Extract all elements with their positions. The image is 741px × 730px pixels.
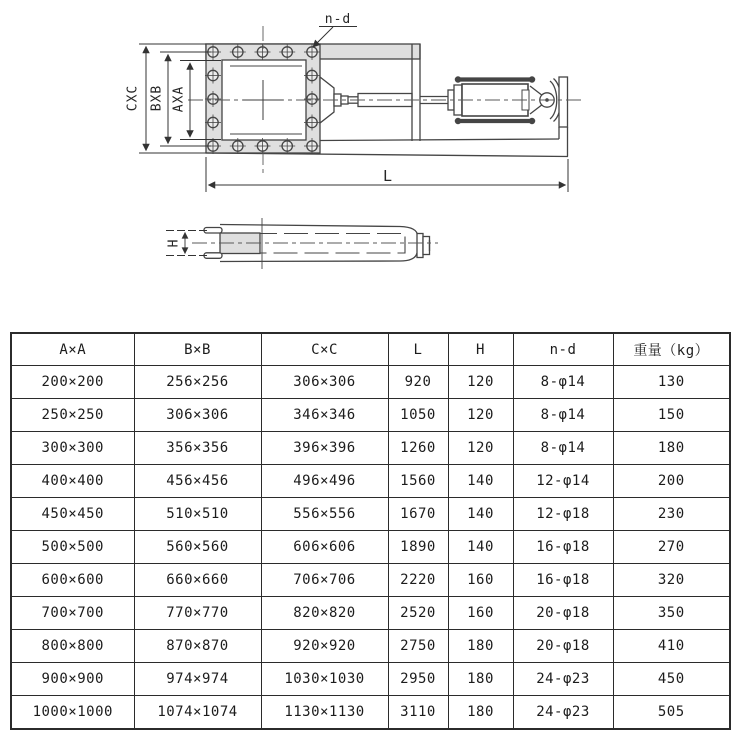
spec-cell: 1890	[388, 531, 448, 564]
spec-cell: 920×920	[261, 630, 388, 663]
spec-cell: 306×306	[134, 399, 261, 432]
spec-cell: 150	[613, 399, 730, 432]
spec-row-10	[11, 696, 730, 730]
spec-cell: 160	[448, 597, 513, 630]
spec-cell: 396×396	[261, 432, 388, 465]
spec-cell: 1000×1000	[11, 696, 134, 730]
frame-bottom-outer	[206, 153, 568, 157]
rear-plate	[559, 77, 568, 127]
spec-cell: 12-φ18	[513, 498, 613, 531]
spec-cell: 24-φ23	[513, 696, 613, 730]
spec-table-body	[11, 366, 730, 730]
label-n-d: n-d	[324, 12, 352, 27]
spec-cell: 770×770	[134, 597, 261, 630]
spec-table-header-row	[11, 333, 730, 366]
spec-cell: 8-φ14	[513, 366, 613, 399]
spec-cell: 870×870	[134, 630, 261, 663]
spec-cell: 600×600	[11, 564, 134, 597]
spec-cell: 300×300	[11, 432, 134, 465]
label-l: L	[382, 167, 394, 185]
spec-cell: 24-φ23	[513, 663, 613, 696]
spec-col-header-0: A×A	[11, 333, 134, 366]
spec-cell: 660×660	[134, 564, 261, 597]
spec-row-0	[11, 366, 730, 399]
spec-cell: 496×496	[261, 465, 388, 498]
plan-view	[188, 26, 584, 174]
label-h: H	[166, 238, 182, 248]
spec-cell: 180	[448, 696, 513, 730]
spec-cell: 1050	[388, 399, 448, 432]
spec-cell: 16-φ18	[513, 564, 613, 597]
spec-cell: 700×700	[11, 597, 134, 630]
spec-cell: 140	[448, 465, 513, 498]
spec-cell: 1560	[388, 465, 448, 498]
spec-row-1	[11, 399, 730, 432]
spec-cell: 450×450	[11, 498, 134, 531]
spec-row-8	[11, 630, 730, 663]
spec-cell: 2220	[388, 564, 448, 597]
spec-cell: 706×706	[261, 564, 388, 597]
spec-cell: 2950	[388, 663, 448, 696]
spec-cell: 306×306	[261, 366, 388, 399]
spec-cell: 320	[613, 564, 730, 597]
spec-row-2	[11, 432, 730, 465]
spec-row-6	[11, 564, 730, 597]
spec-row-7	[11, 597, 730, 630]
spec-cell: 606×606	[261, 531, 388, 564]
spec-cell: 560×560	[134, 531, 261, 564]
spec-row-5	[11, 531, 730, 564]
spec-cell: 20-φ18	[513, 630, 613, 663]
spec-cell: 120	[448, 366, 513, 399]
spec-cell: 1670	[388, 498, 448, 531]
spec-cell: 256×256	[134, 366, 261, 399]
spec-cell: 350	[613, 597, 730, 630]
spec-col-header-4: H	[448, 333, 513, 366]
spec-col-header-1: B×B	[134, 333, 261, 366]
spec-cell: 974×974	[134, 663, 261, 696]
spec-cell: 556×556	[261, 498, 388, 531]
spec-cell: 200×200	[11, 366, 134, 399]
label-axa: AXA	[171, 85, 187, 113]
spec-cell: 140	[448, 498, 513, 531]
end-nut	[423, 237, 430, 255]
spec-cell: 1074×1074	[134, 696, 261, 730]
spec-cell: 400×400	[11, 465, 134, 498]
spec-col-header-3: L	[388, 333, 448, 366]
spec-cell: 12-φ14	[513, 465, 613, 498]
spec-row-4	[11, 498, 730, 531]
spec-cell: 200	[613, 465, 730, 498]
end-nut	[417, 234, 423, 258]
spec-cell: 16-φ18	[513, 531, 613, 564]
spec-cell: 130	[613, 366, 730, 399]
spec-cell: 3110	[388, 696, 448, 730]
spec-cell: 8-φ14	[513, 432, 613, 465]
label-cxc: CXC	[125, 84, 141, 112]
spec-cell: 800×800	[11, 630, 134, 663]
spec-cell: 456×456	[134, 465, 261, 498]
side-view	[192, 218, 438, 269]
spec-cell: 1130×1130	[261, 696, 388, 730]
spec-cell: 510×510	[134, 498, 261, 531]
spec-cell: 2750	[388, 630, 448, 663]
spec-cell: 20-φ18	[513, 597, 613, 630]
spec-cell: 180	[448, 663, 513, 696]
spec-cell: 160	[448, 564, 513, 597]
spec-col-header-5: n-d	[513, 333, 613, 366]
spec-cell: 140	[448, 531, 513, 564]
label-bxb: BXB	[149, 84, 165, 112]
spec-row-3	[11, 465, 730, 498]
spec-cell: 1030×1030	[261, 663, 388, 696]
spec-cell: 120	[448, 399, 513, 432]
spec-table	[10, 332, 731, 730]
spec-cell: 346×346	[261, 399, 388, 432]
spec-cell: 180	[613, 432, 730, 465]
spec-cell: 2520	[388, 597, 448, 630]
spec-cell: 410	[613, 630, 730, 663]
spec-col-header-6: 重量（kg）	[613, 333, 730, 366]
spec-cell: 505	[613, 696, 730, 730]
spec-cell: 820×820	[261, 597, 388, 630]
spec-cell: 500×500	[11, 531, 134, 564]
spec-cell: 120	[448, 432, 513, 465]
spec-row-9	[11, 663, 730, 696]
spec-cell: 900×900	[11, 663, 134, 696]
cylinder	[448, 77, 568, 157]
spec-cell: 920	[388, 366, 448, 399]
spec-cell: 270	[613, 531, 730, 564]
spec-cell: 356×356	[134, 432, 261, 465]
technical-drawing	[0, 0, 741, 318]
spec-cell: 230	[613, 498, 730, 531]
spec-cell: 450	[613, 663, 730, 696]
spec-cell: 1260	[388, 432, 448, 465]
frame-bottom-inner	[320, 139, 559, 141]
spec-cell: 8-φ14	[513, 399, 613, 432]
spec-cell: 180	[448, 630, 513, 663]
spec-col-header-2: C×C	[261, 333, 388, 366]
spec-cell: 250×250	[11, 399, 134, 432]
